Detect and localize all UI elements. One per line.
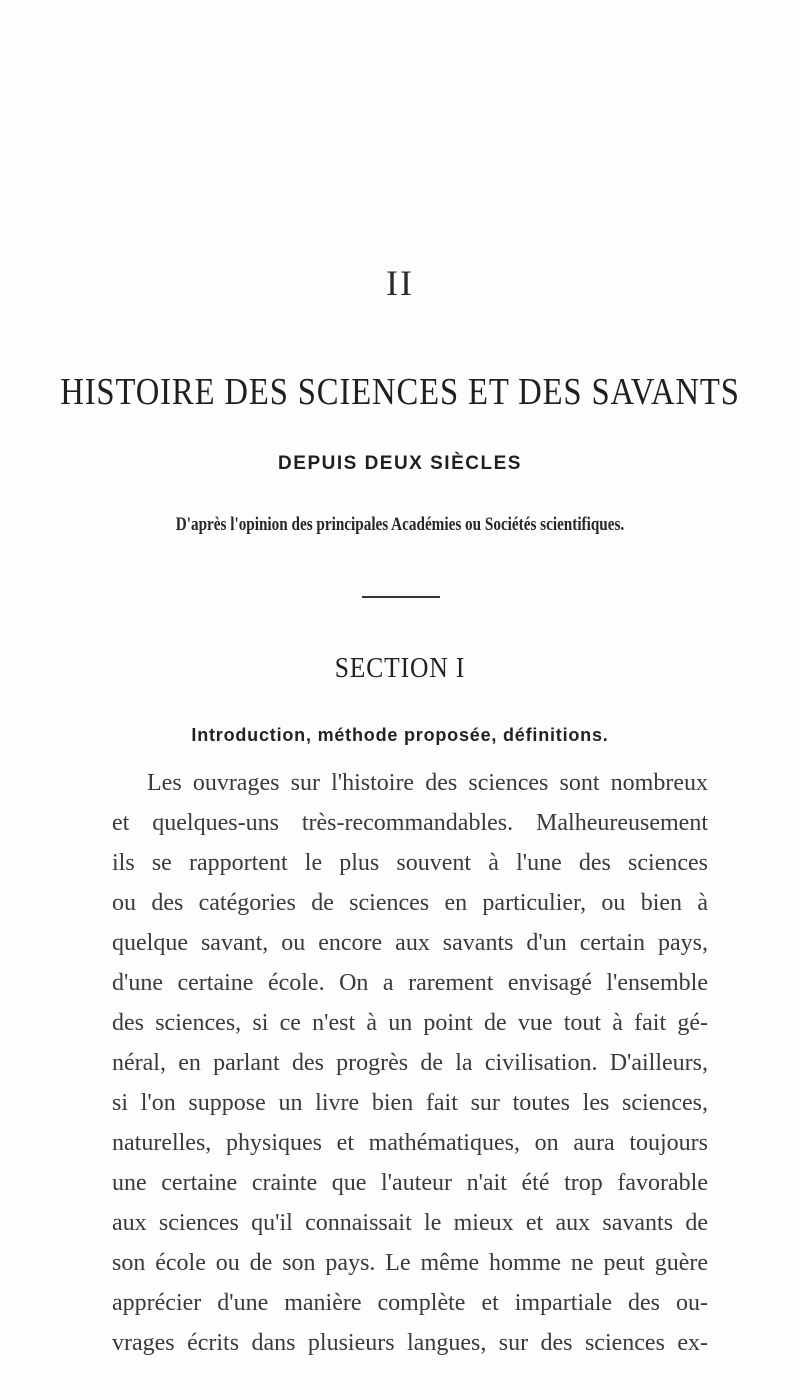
body-line: ou des catégories de sciences en particulier, ou bien à: [112, 890, 708, 916]
body-line: quelque savant, ou encore aux savants d'un certain pays,: [112, 930, 708, 956]
main-title: HISTOIRE DES SCIENCES ET DES SAVANTS: [60, 371, 740, 413]
body-line: des sciences, si ce n'est à un point de vue tout à fait gé-: [112, 1010, 708, 1036]
body-line: une certaine crainte que l'auteur n'ait été trop favorable: [112, 1170, 708, 1196]
section-subheading: Introduction, méthode proposée, définitions.: [191, 725, 609, 745]
subtitle: DEPUIS DEUX SIÈCLES: [278, 453, 522, 474]
byline: D'après l'opinion des principales Académies ou Sociétés scientifiques.: [175, 514, 625, 535]
body-line: apprécier d'une manière complète et impartiale des ou-: [112, 1290, 708, 1316]
body-line: d'une certaine école. On a rarement envisagé l'ensemble: [112, 970, 708, 996]
body-line: et quelques-uns très-recommandables. Malheureusement: [112, 810, 708, 836]
body-line: ils se rapportent le plus souvent à l'une des sciences: [112, 850, 708, 876]
body-line: naturelles, physiques et mathématiques, on aura toujours: [112, 1130, 708, 1156]
title-divider: [362, 596, 440, 598]
body-line: néral, en parlant des progrès de la civilisation. D'ailleurs,: [112, 1050, 708, 1076]
chapter-number: II: [386, 263, 414, 303]
body-line: son école ou de son pays. Le même homme ne peut guère: [112, 1250, 708, 1276]
body-line: vrages écrits dans plusieurs langues, sur des sciences ex-: [112, 1330, 708, 1356]
body-line: aux sciences qu'il connaissait le mieux et aux savants de: [112, 1210, 708, 1236]
body-line: Les ouvrages sur l'histoire des sciences sont nombreux: [147, 770, 708, 796]
section-heading: SECTION I: [334, 652, 466, 684]
body-line: si l'on suppose un livre bien fait sur toutes les sciences,: [112, 1090, 708, 1116]
